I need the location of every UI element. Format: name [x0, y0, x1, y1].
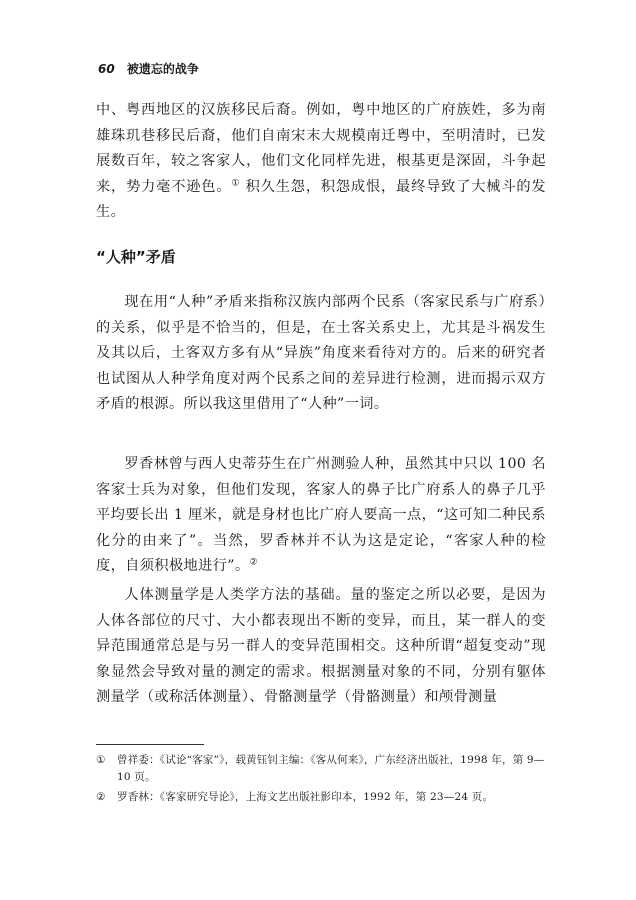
footnote-mark: ② [96, 791, 106, 803]
paragraph-continued [96, 98, 546, 226]
paragraph-2 [96, 452, 546, 580]
footnote-text: 罗香林：《客家研究导论》，上海文艺出版社影印本，1992 年，第 23—24 页。 [117, 791, 494, 803]
running-header [98, 60, 199, 77]
footnotes [96, 752, 546, 809]
paragraph-text: 人体测量学是人类学方法的基础。量的鉴定之所以必要，是因为人体各部位的尺寸、大小都表现出不断的变异，而且，某一群人的变异范围通常总是与另一群人的变异范围相交。这种所谓“超复变动”现象显然会导致对量的测定的需求。根据测量对象的不同，分别有躯体测量学（或称活体测量）、骨骼测量学（骨骼测量）和颅骨测量 [96, 587, 546, 705]
footnote-divider [96, 744, 204, 745]
paragraph-text: 罗香林曾与西人史蒂芬生在广州测验人种，虽然其中只以 100 名客家士兵为对象，但他们发现，客家人的鼻子比广府系人的鼻子几乎平均要长出 1 厘米，就是身材也比广府人要高一点，“这可知二种民系化分的由来了”。当然，罗香林并不认为这是定论，“客家人种的检度，自须积极地进行”。 [96, 456, 546, 574]
footnote-text: 曾祥委：《试论“客家”》，载黄钰钊主编：《客从何来》，广东经济出版社，1998 年，第 9—10 页。 [117, 754, 545, 783]
paragraph-3 [96, 583, 546, 711]
section-heading: “人种”矛盾 [96, 248, 176, 266]
running-title: 被遗忘的战争 [126, 62, 199, 76]
page-number: 60 [98, 62, 115, 76]
footnote-2 [96, 789, 546, 806]
footnote-ref-2[interactable]: ② [249, 557, 258, 568]
paragraph-text-after: 积久生怨，积怨成恨，最终导致了大械斗的发生。 [96, 178, 546, 220]
footnote-1 [96, 752, 546, 786]
footnote-mark: ① [96, 754, 106, 766]
paragraph-text: 现在用“人种”矛盾来指称汉族内部两个民系（客家民系与广府系）的关系，似乎是不恰当的，但是，在土客关系史上，尤其是斗祸发生及其以后，土客双方多有从“异族”角度来看待对方的。后来的研究者也试图从人种学角度对两个民系之间的差异进行检测，进而揭示双方矛盾的根源。所以我这里借用了“人种”一词。 [96, 294, 546, 412]
paragraph-text: 中、粤西地区的汉族移民后裔。例如，粤中地区的广府族姓，多为南雄珠玑巷移民后裔，他们自南宋末大规模南迁粤中，至明清时，已发展数百年，较之客家人，他们文化同样先进，根基更是深固，斗争起来，势力毫不逊色。 [96, 102, 546, 195]
footnote-ref-1[interactable]: ① [231, 177, 241, 188]
paragraph-1 [96, 290, 546, 418]
